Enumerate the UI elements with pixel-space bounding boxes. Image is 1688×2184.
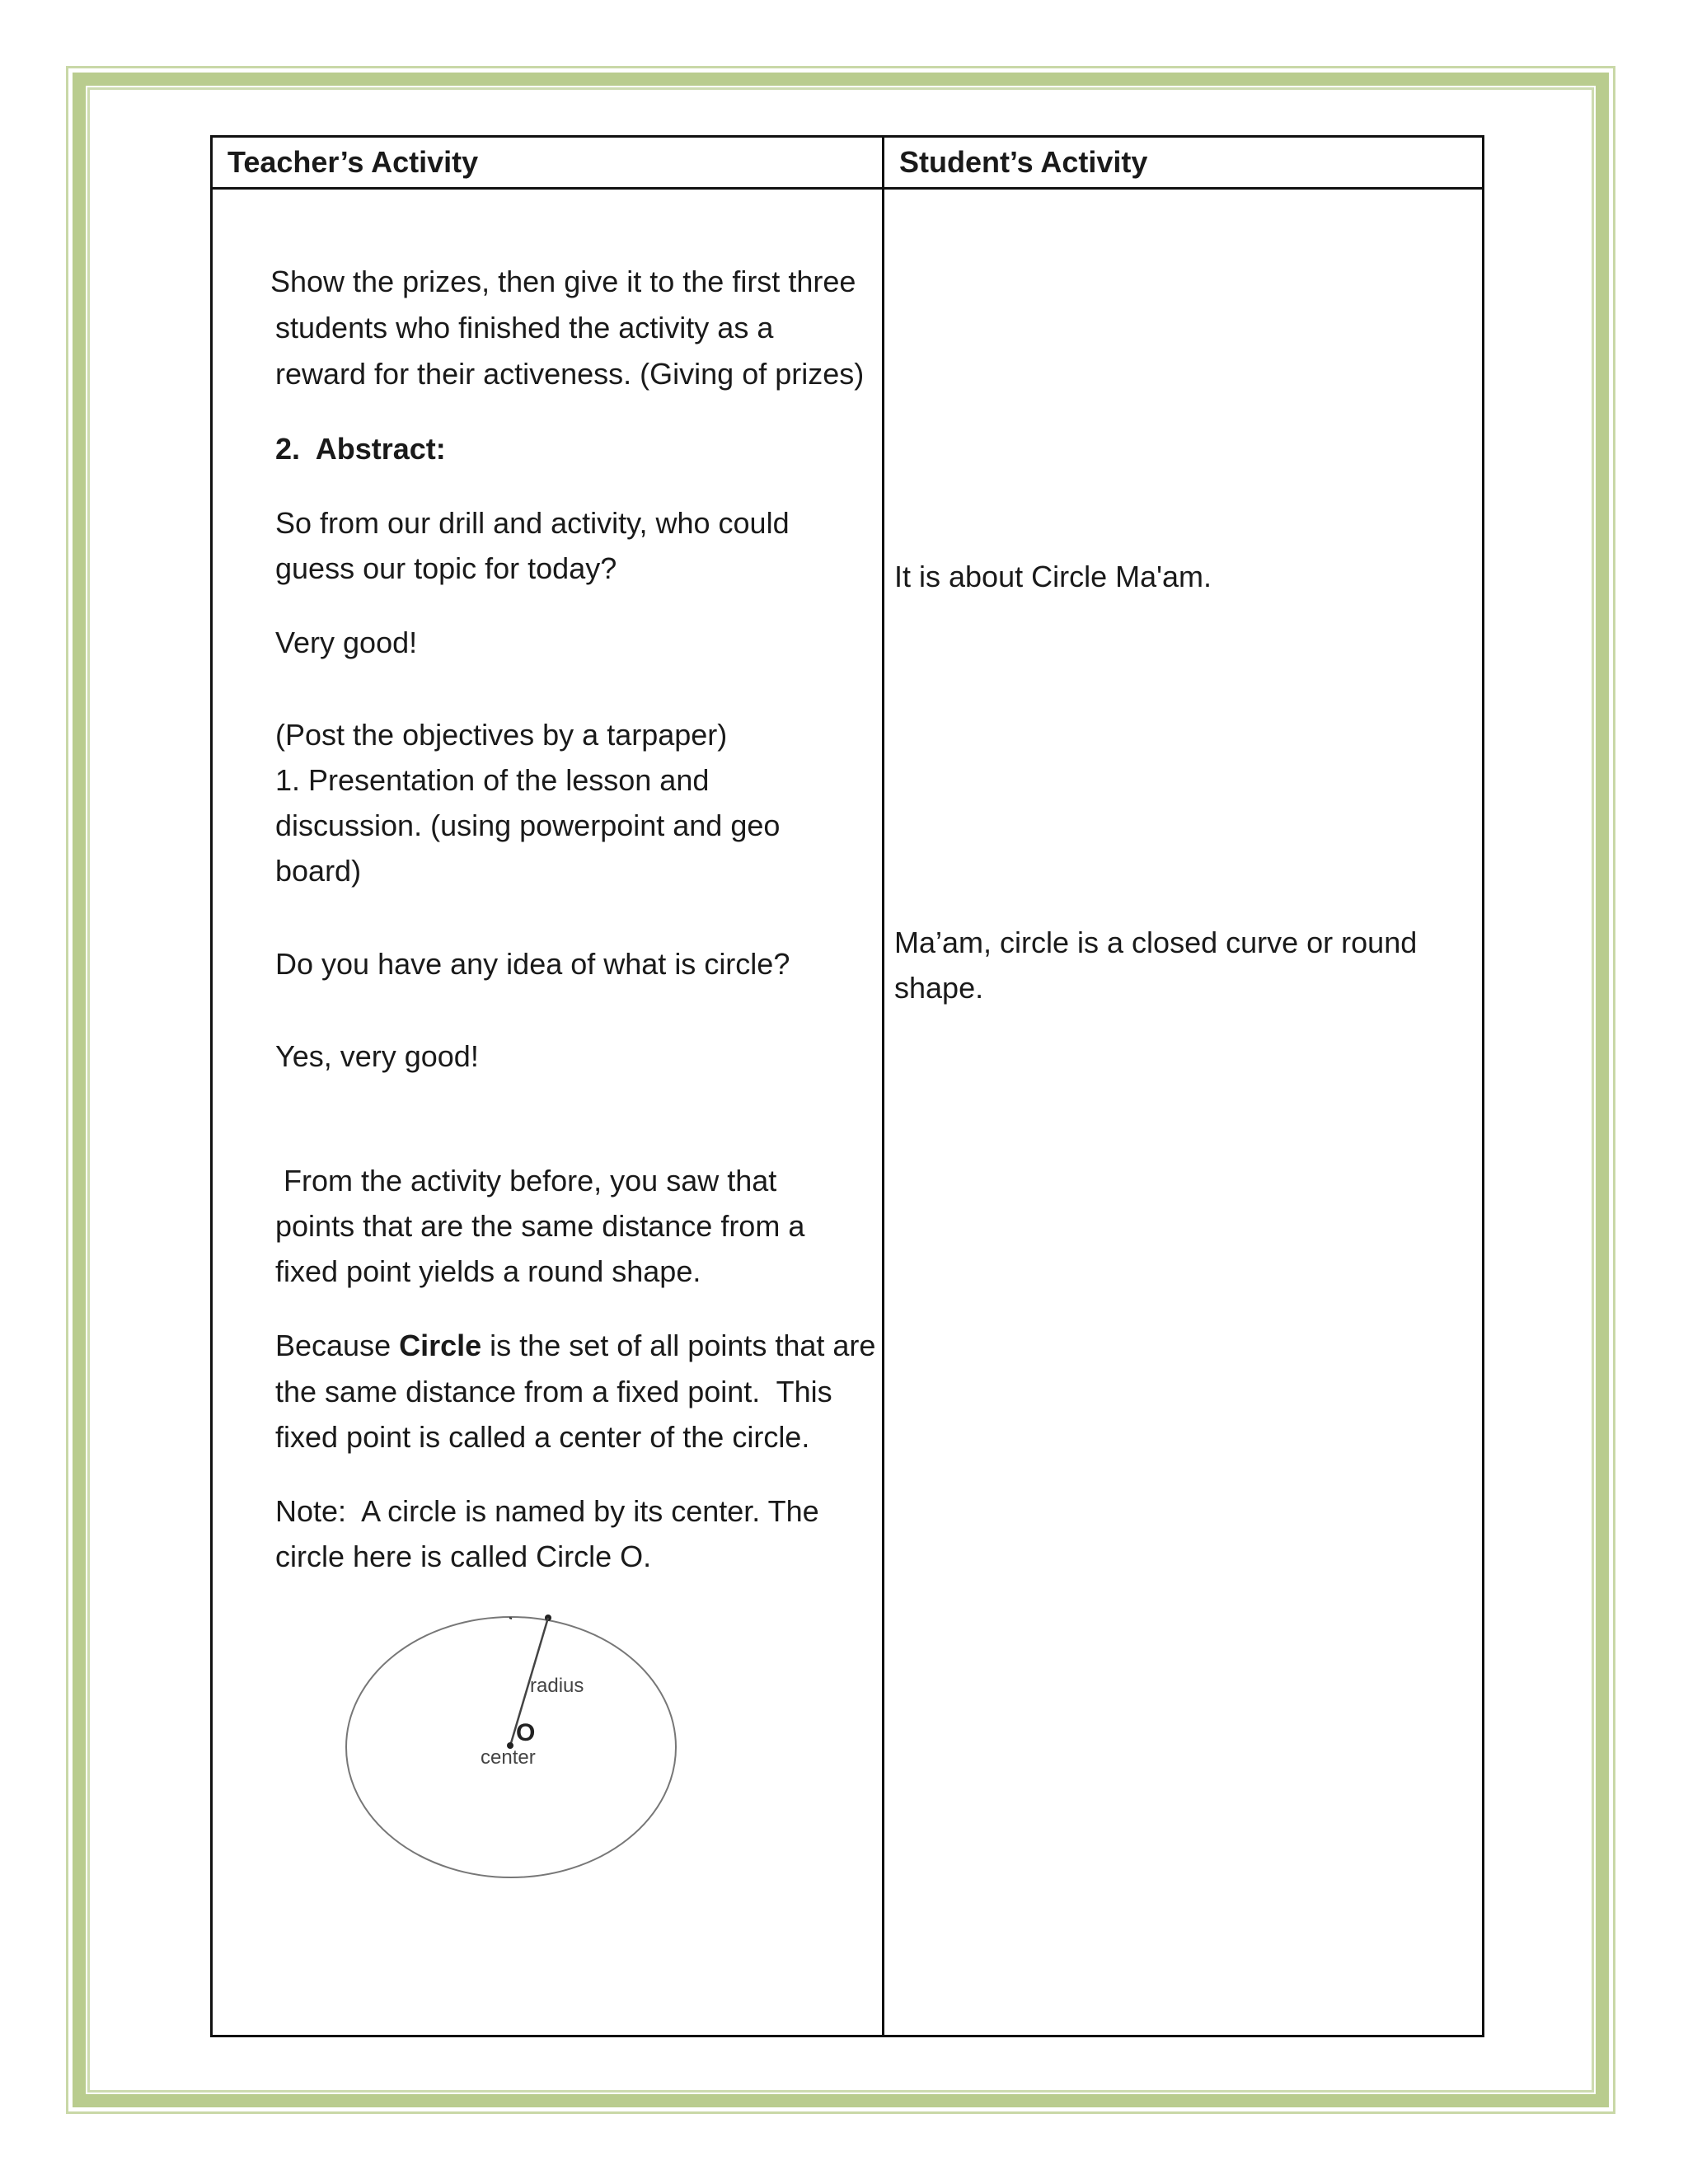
prizes-line-2: students who finished the activity as a — [275, 311, 774, 344]
radius-label: radius — [530, 1675, 584, 1697]
topic-question-line-2: guess our topic for today? — [275, 551, 617, 585]
definition-line-1 — [275, 1323, 875, 1369]
header-divider — [213, 187, 1482, 190]
prizes-line-3: reward for their activeness. (Giving of prizes) — [275, 357, 865, 391]
center-letter: O — [516, 1719, 536, 1746]
presentation-line-3: board) — [275, 854, 362, 888]
circle-top-point — [509, 1618, 512, 1619]
definition-term: Circle — [399, 1329, 482, 1362]
student-answer-circle-line-1: Ma’am, circle is a closed curve or round — [894, 926, 1418, 959]
post-objectives-text: (Post the objectives by a tarpaper) — [275, 718, 728, 752]
student-answer-circle-line-2: shape. — [894, 971, 984, 1005]
definition-line-3: fixed point is called a center of the circle. — [275, 1420, 810, 1454]
definition-line-2: the same distance from a fixed point. This — [275, 1375, 832, 1408]
activity-before-line-1: From the activity before, you saw that — [275, 1164, 777, 1197]
student-answer-topic: It is about Circle Ma'am. — [894, 560, 1212, 593]
abstract-title: Abstract: — [315, 432, 446, 466]
activity-before-line-3: fixed point yields a round shape. — [275, 1254, 701, 1288]
prizes-line-1: Show the prizes, then give it to the first three — [270, 265, 856, 298]
note-line-1: Note: A circle is named by its center. The — [275, 1494, 819, 1528]
circle-diagram — [338, 1611, 684, 1883]
topic-question-line-1: So from our drill and activity, who could — [275, 506, 790, 540]
note-line-2: circle here is called Circle O. — [275, 1540, 652, 1573]
student-activity-header: Student’s Activity — [899, 145, 1148, 179]
definition-prefix: Because — [275, 1329, 400, 1362]
center-label: center — [481, 1746, 536, 1769]
yes-very-good-text: Yes, very good! — [275, 1039, 479, 1073]
very-good-text: Very good! — [275, 626, 418, 659]
teacher-activity-header: Teacher’s Activity — [227, 145, 479, 179]
definition-suffix: is the set of all points that are — [481, 1329, 876, 1362]
abstract-heading — [275, 426, 446, 472]
abstract-number: 2. — [275, 432, 301, 466]
circle-question-text: Do you have any idea of what is circle? — [275, 947, 790, 981]
presentation-line-2: discussion. (using powerpoint and geo — [275, 808, 781, 842]
activity-before-line-2: points that are the same distance from a — [275, 1209, 805, 1243]
presentation-line-1: 1. Presentation of the lesson and — [275, 763, 710, 797]
column-divider — [882, 138, 884, 2035]
